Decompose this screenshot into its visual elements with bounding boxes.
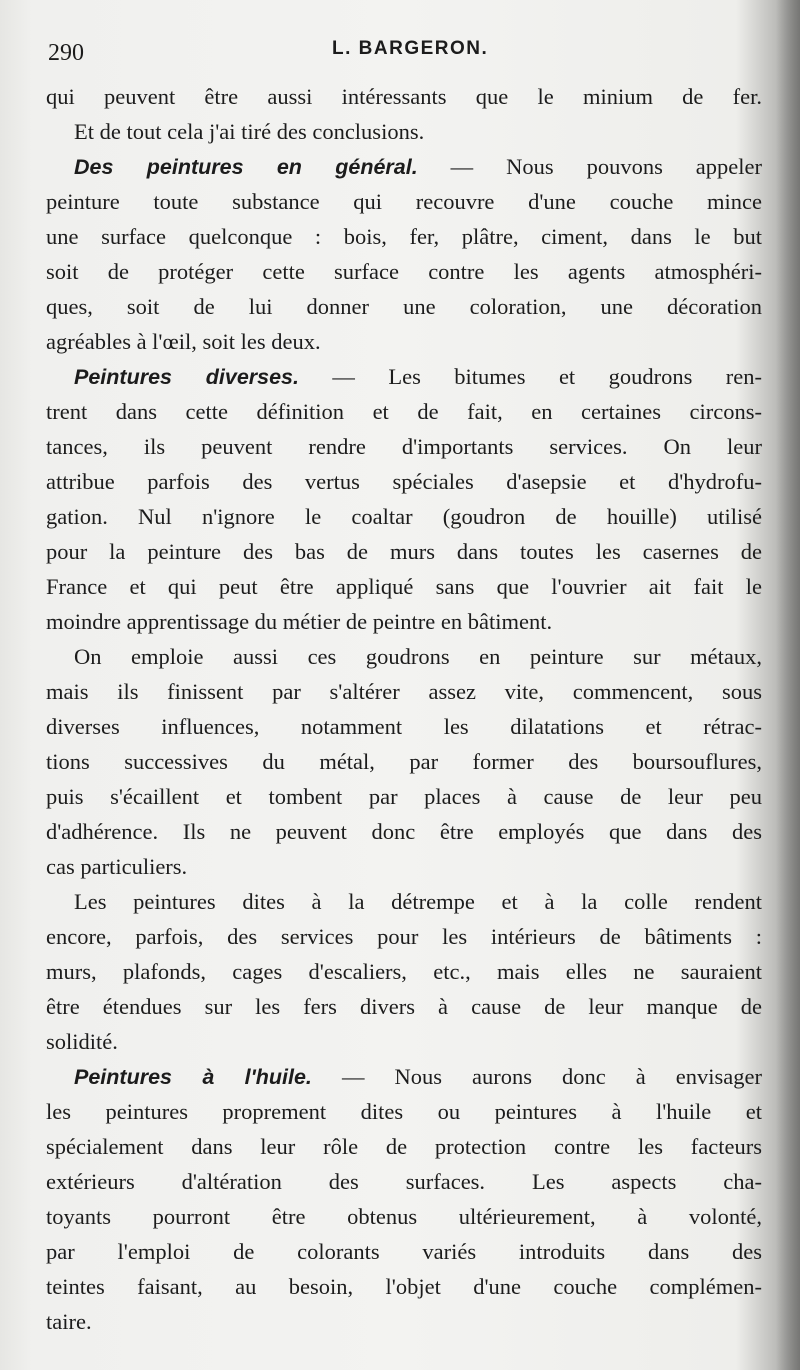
text-line: agréables à l'œil, soit les deux. — [46, 329, 321, 354]
text-line: cas particuliers. — [46, 854, 188, 879]
text-line: tances, ils peuvent rendre d'importants services. On leur — [46, 434, 762, 459]
section-heading: Des peintures en général. — [74, 155, 418, 179]
text-run: — Les bitumes et goudrons ren- — [299, 364, 762, 389]
text-line: d'adhérence. Ils ne peuvent donc être employés que dans des — [46, 819, 762, 844]
text-line: spécialement dans leur rôle de protection contre les facteurs — [46, 1134, 762, 1159]
text-line: tions successives du métal, par former des boursouflures, — [46, 749, 762, 774]
text-line: ques, soit de lui donner une coloration, une décoration — [46, 294, 762, 319]
section-heading: Peintures à l'huile. — [74, 1065, 312, 1089]
running-head: L. BARGERON. — [332, 38, 489, 59]
text-line: par l'emploi de colorants variés introduits dans des — [46, 1239, 762, 1264]
text-line: moindre apprentissage du métier de peintre en bâtiment. — [46, 609, 553, 634]
text-line: encore, parfois, des services pour les intérieurs de bâtiments : — [46, 924, 762, 949]
text-line: solidité. — [46, 1029, 118, 1054]
text-line: trent dans cette définition et de fait, en certaines circons- — [46, 399, 762, 424]
section-heading-line — [46, 149, 762, 184]
text-run: — Nous pouvons appeler — [417, 154, 762, 179]
text-line: diverses influences, notamment les dilatations et rétrac- — [46, 714, 762, 739]
text-line: pour la peinture des bas de murs dans toutes les casernes de — [46, 539, 762, 564]
body-text — [46, 79, 762, 1339]
text-line: Et de tout cela j'ai tiré des conclusions. — [74, 119, 425, 144]
text-line: une surface quelconque : bois, fer, plâtre, ciment, dans le but — [46, 224, 762, 249]
text-run: — Nous aurons donc à envisager — [311, 1064, 762, 1089]
text-line: taire. — [46, 1309, 92, 1334]
page-edge-shadow — [776, 0, 800, 1370]
text-line: qui peuvent être aussi intéressants que le minium de fer. — [46, 84, 762, 109]
text-line: extérieurs d'altération des surfaces. Les aspects cha- — [46, 1169, 762, 1194]
text-line: toyants pourront être obtenus ultérieurement, à volonté, — [46, 1204, 762, 1229]
text-line: attribue parfois des vertus spéciales d'asepsie et d'hydrofu- — [46, 469, 762, 494]
text-line: puis s'écaillent et tombent par places à cause de leur peu — [46, 784, 762, 809]
page-header — [46, 36, 746, 72]
section-heading-line — [46, 1059, 762, 1094]
text-line: On emploie aussi ces goudrons en peinture sur métaux, — [74, 644, 762, 669]
text-line: murs, plafonds, cages d'escaliers, etc., mais elles ne sauraient — [46, 959, 762, 984]
text-line: gation. Nul n'ignore le coaltar (goudron de houille) utilisé — [46, 504, 762, 529]
text-line: teintes faisant, au besoin, l'objet d'une couche complémen- — [46, 1274, 762, 1299]
page-number: 290 — [48, 40, 84, 66]
text-line: Les peintures dites à la détrempe et à la colle rendent — [74, 889, 762, 914]
text-line: France et qui peut être appliqué sans que l'ouvrier ait fait le — [46, 574, 762, 599]
section-heading: Peintures diverses. — [74, 365, 299, 389]
text-line: peinture toute substance qui recouvre d'une couche mince — [46, 189, 762, 214]
text-line: mais ils finissent par s'altérer assez vite, commencent, sous — [46, 679, 762, 704]
text-line: soit de protéger cette surface contre les agents atmosphéri- — [46, 259, 762, 284]
text-line: être étendues sur les fers divers à cause de leur manque de — [46, 994, 762, 1019]
text-line: les peintures proprement dites ou peintures à l'huile et — [46, 1099, 762, 1124]
section-heading-line — [46, 359, 762, 394]
